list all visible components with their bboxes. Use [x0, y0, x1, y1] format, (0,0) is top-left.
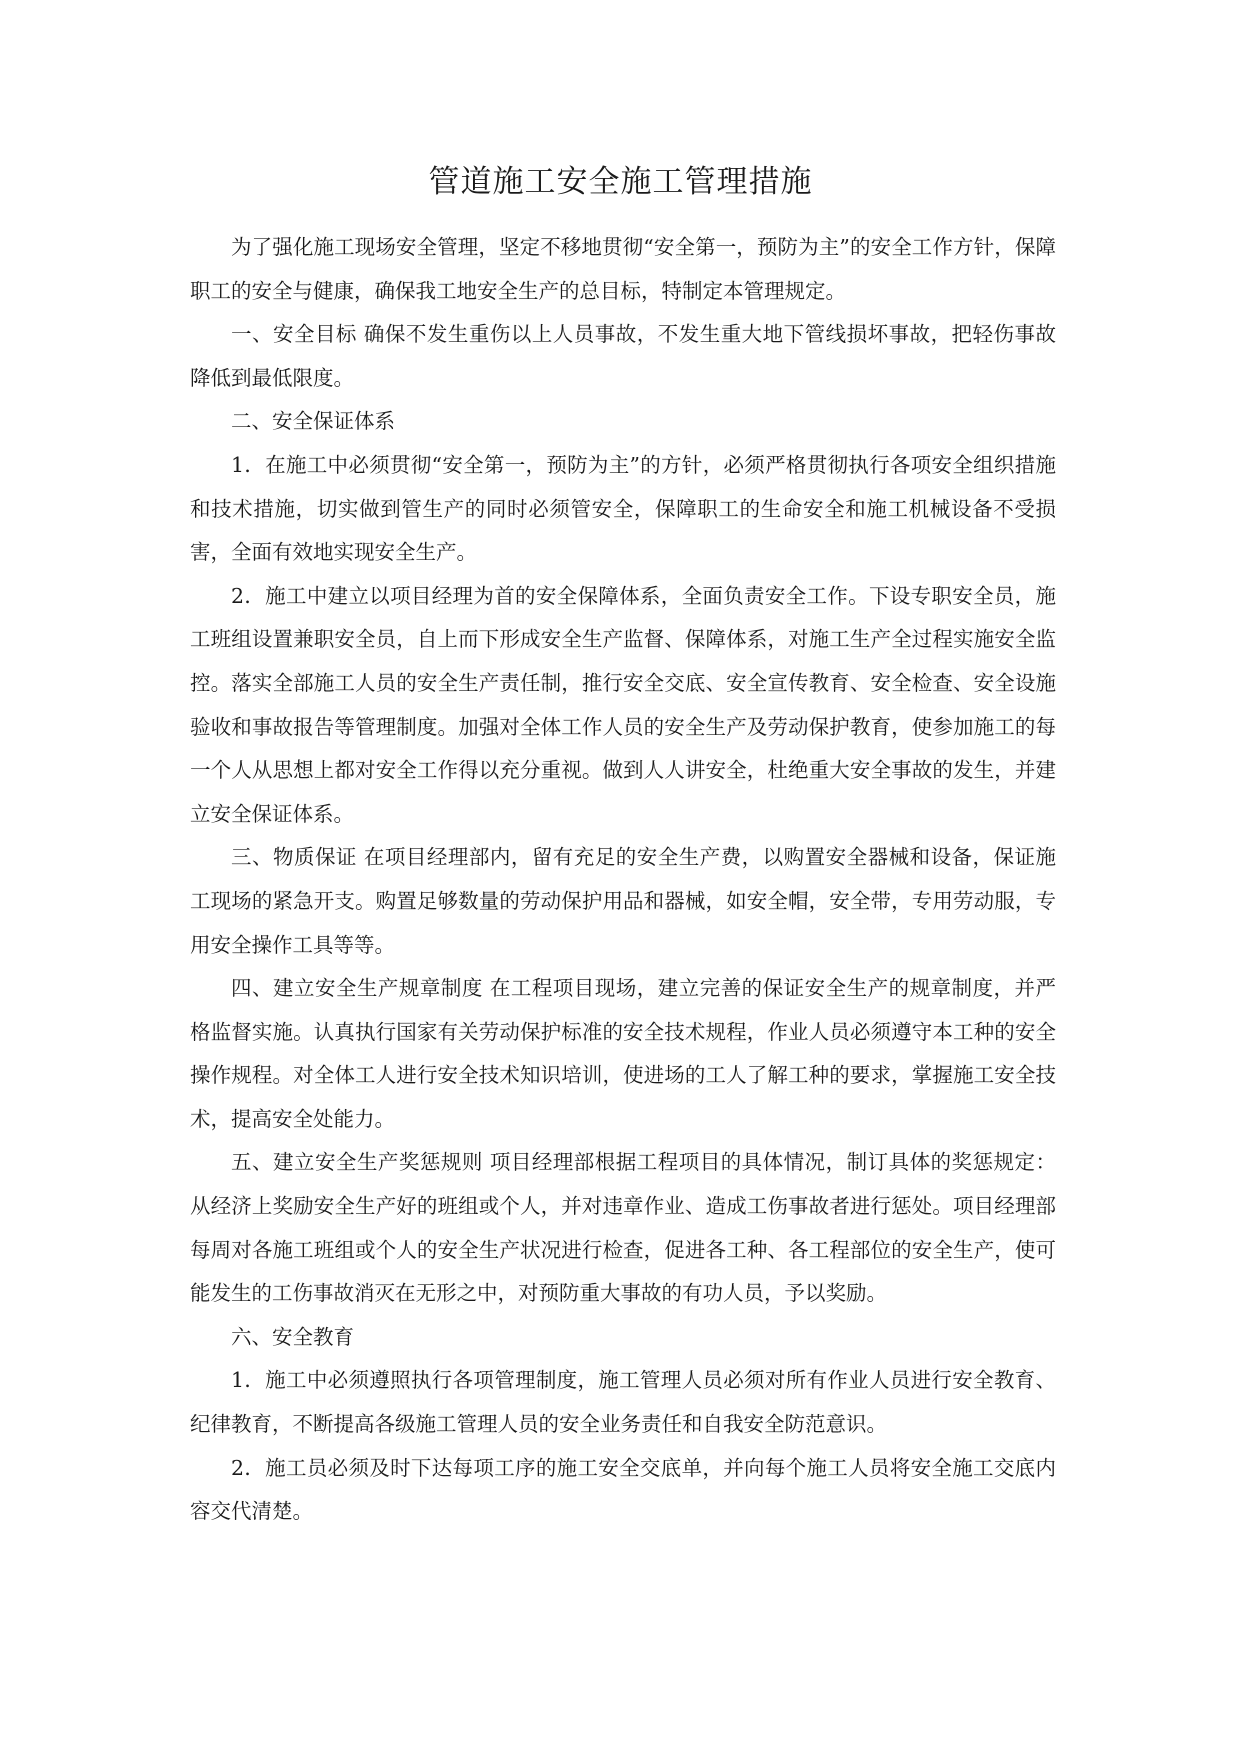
- document-title: 管道施工安全施工管理措施: [428, 164, 813, 200]
- document-body: [190, 226, 1056, 1534]
- section-2-heading: 二、安全保证体系: [231, 409, 395, 434]
- section-2-item-2: 2．施工中建立以项目经理为首的安全保障体系，全面负责安全工作。下设专职安全员，施工班组设置兼职安全员，自上而下形成安全生产监督、保障体系，对施工生产全过程实施安全监控。落实全部施工人员的安全生产责任制，推行安全交底、安全宣传教育、安全检查、安全设施验收和事故报告等管理制度。加强对全体工作人员的安全生产及劳动保护教育，使参加施工的每一个人从思想上都对安全工作得以充分重视。做到人人讲安全，杜绝重大安全事故的发生，并建立安全保证体系。: [190, 583, 1056, 826]
- section-3-material-guarantee: 三、物质保证 在项目经理部内，留有充足的安全生产费，以购置安全器械和设备，保证施工现场的紧急开支。购置足够数量的劳动保护用品和器械，如安全帽，安全带，专用劳动服，专用安全操作工具等等。: [190, 845, 1056, 957]
- section-5-rewards-penalties: 五、建立安全生产奖惩规则 项目经理部根据工程项目的具体情况，制订具体的奖惩规定：从经济上奖励安全生产好的班组或个人，并对违章作业、造成工伤事故者进行惩处。项目经理部每周对各施工班组或个人的安全生产状况进行检查，促进各工种、各工程部位的安全生产，使可能发生的工伤事故消灭在无形之中，对预防重大事故的有功人员，予以奖励。: [190, 1150, 1056, 1306]
- section-2-item-1: 1．在施工中必须贯彻“安全第一，预防为主”的方针，必须严格贯彻执行各项安全组织措施和技术措施，切实做到管生产的同时必须管安全，保障职工的生命安全和施工机械设备不受损害，全面有效地实现安全生产。: [190, 452, 1056, 565]
- section-6-heading: 六、安全教育: [231, 1324, 354, 1349]
- section-6-item-2: 2．施工员必须及时下达每项工序的施工安全交底单，并向每个施工人员将安全施工交底内容交代清楚。: [190, 1455, 1056, 1524]
- section-4-rules: 四、建立安全生产规章制度 在工程项目现场，建立完善的保证安全生产的规章制度，并严格监督实施。认真执行国家有关劳动保护标准的安全技术规程，作业人员必须遵守本工种的安全操作规程。对全体工人进行安全技术知识培训，使进场的工人了解工种的要求，掌握施工安全技术，提高安全处能力。: [190, 976, 1056, 1131]
- intro-paragraph: 为了强化施工现场安全管理，坚定不移地贯彻“安全第一，预防为主”的安全工作方针，保障职工的安全与健康，确保我工地安全生产的总目标，特制定本管理规定。: [190, 235, 1056, 303]
- section-1-safety-goal: 一、安全目标 确保不发生重伤以上人员事故，不发生重大地下管线损坏事故，把轻伤事故降低到最低限度。: [190, 322, 1056, 390]
- section-6-item-1: 1．施工中必须遵照执行各项管理制度，施工管理人员必须对所有作业人员进行安全教育、纪律教育，不断提高各级施工管理人员的安全业务责任和自我安全防范意识。: [190, 1368, 1056, 1437]
